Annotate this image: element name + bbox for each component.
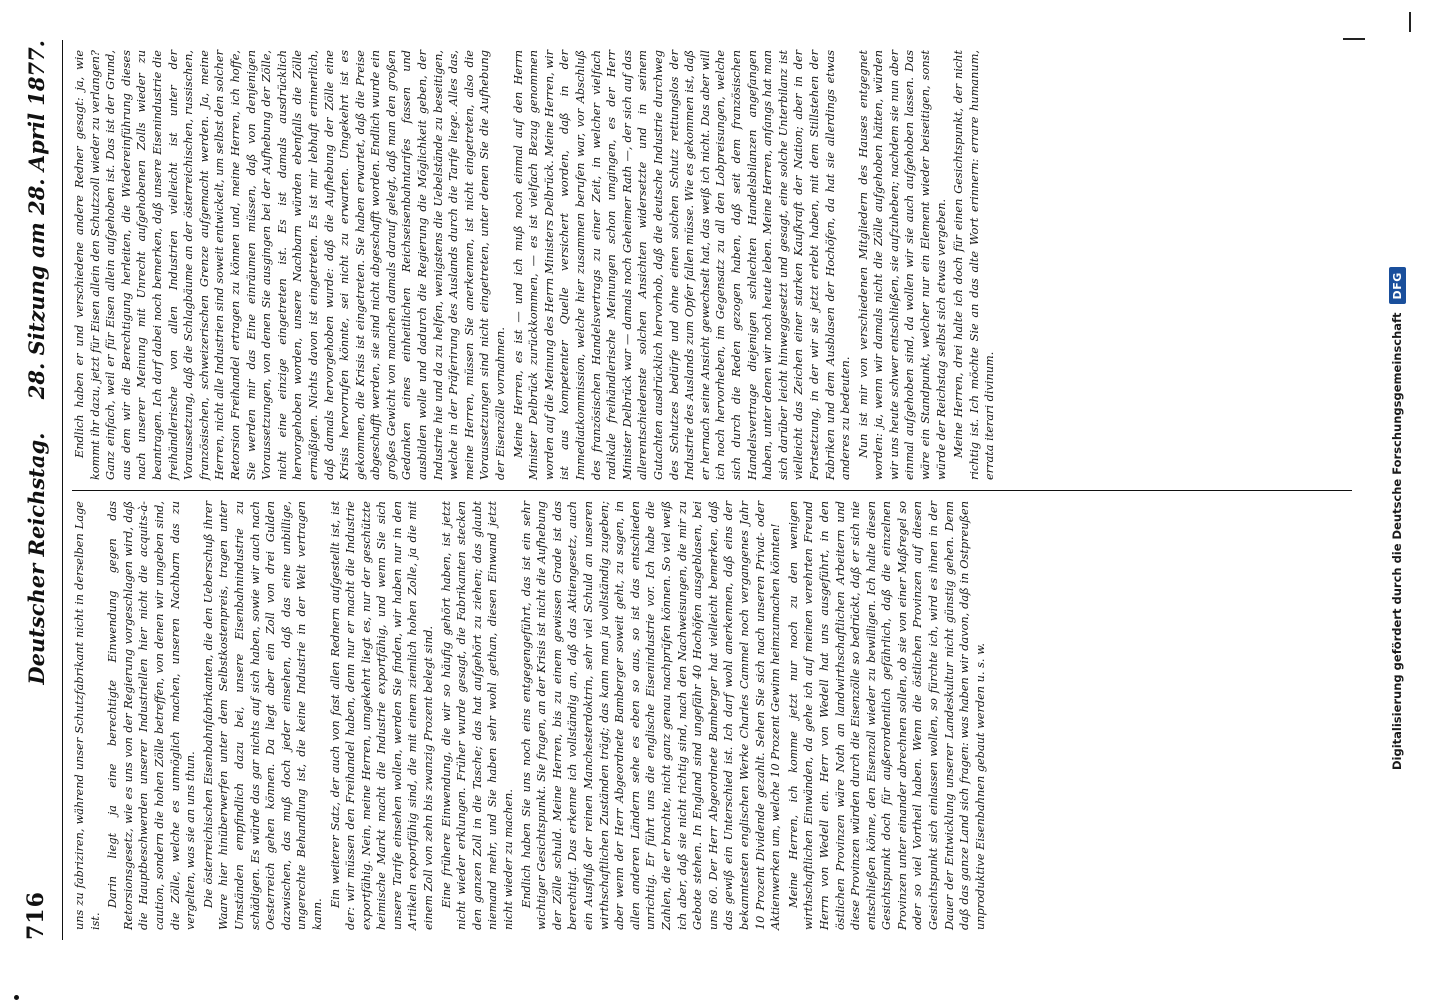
left-column	[72, 490, 1352, 940]
paragraph: Meine Herren, drei halte ich doch für einen Gesichtspunkt, der nicht richtig ist. Ich möchte Sie an das alte Wort erinnern: errare humanum, errata iterari divinum.	[952, 50, 997, 480]
right-column	[72, 40, 1352, 490]
dfg-logo: DFG	[1389, 267, 1406, 304]
scan-dot-mark	[14, 995, 19, 1000]
paragraph: Nun ist mir von verschiedenen Mitgliedern des Hauses entgegnet worden: ja, wenn wir damals nicht die Zölle aufgehoben hätten, würden wir uns heute schwer entschließen, sie aufzuheben; nachdem sie nun aber einmal aufgehoben sind, da wollen wir sie auch aufgehoben lassen. Das wäre ein Standpunkt, welcher nur ein Element wieder beiseitigen, sonst würde der Reichstag selbst sich etwas vergeben.	[856, 50, 948, 480]
page-header	[10, 40, 63, 940]
scan-edge-mark	[1343, 38, 1365, 40]
paragraph: Eine frühere Einwendung, die wir so häufig gehört haben, ist jetzt nicht wieder erklungen. Früher wurde gesagt, die Fabrikanten stecken den ganzen Zoll in die Tasche; das hat aufgehört zu ziehen; das glaubt niemand mehr, und Sie haben sehr wohl gethan, diesen Einwand jetzt nicht wieder zu machen.	[439, 501, 516, 930]
paragraph: Endlich haben er und verschiedene andere Redner gesagt: ja, wie kommt ihr dazu, jetzt für Eisen allein den Schutzzoll wieder zu verlangen? Ganz einfach, weil er für Eisen allein aufgehoben ist. Das ist der Grund, aus dem wir die Berechtigung herleiten, die Wiedereinführung dieses nach unserer Meinung mit Unrecht aufgehobenen Zolls wieder zu beantragen. Ich darf dabei noch bemerken, daß unsere Eisenindustrie die freihändlerische von allen Industrien vielleicht ist unter der Voraussetzung, daß die Schlagbäume an der österreichischen, russischen, französischen, schweizerischen Grenze aufgemacht werden. Ja, meine Herren, nicht alle Industrien sind soweit entwickelt, um selbst den solcher Retorsion Freihandel ertragen zu können und, meine Herren, ich hoffe, Sie werden mir das Eine einräumen müssen, daß von denjenigen Voraussetzungen, von denen Sie ausgingen bei der Aufhebung der Zölle, nicht eine einzige eingetreten ist. Es ist damals ausdrücklich hervorgehoben worden, unsere Nachbarn würden ebenfalls die Zölle ermäßigen. Nichts davon ist eingetreten. Es ist mir lebhaft erinnerlich, daß damals hervorgehoben wurde: daß die Aufhebung der Zölle eine Krisis hervorrufen könnte, sei nicht zu erwarten. Umgekehrt ist es gekommen, die Krisis ist eingetreten. Sie haben erwartet, daß die Preise abgeschafft werden, sie sind nicht abgeschafft worden. Endlich wurde ein großes Gewicht von manchen damals darauf gelegt, daß man den großen Gedanken eines einheitlichen Reichseisenbahntarifes fassen und ausbilden wolle und dadurch die Regierung die Möglichkeit geben, der Industrie hie und da zu helfen, wenigstens die Uebelstände zu beseitigen, welche in der Präferirung des Auslands durch die Tarife liege. Alles das, meine Herren, müssen Sie anerkennen, ist nicht eingetreten, also die Voraussetzungen sind nicht eingetreten, unter denen Sie die Aufhebung der Eisenzölle vornahmen.	[73, 50, 508, 480]
digitization-notice	[1382, 70, 1412, 770]
page-number: 716	[23, 891, 49, 940]
running-title	[24, 40, 49, 685]
paragraph: Endlich haben Sie uns noch eins entgegengeführt, das ist ein sehr wichtiger Gesichtspunkt. Sie fragen, an der Krisis ist nicht die Aufhebung der Zölle schuld. Meine Herren, bis zu einem gewissen Grade ist das berechtigt. Das erkenne ich vollständig an, daß das Aktiengesetz, auch ein Ausfluß der reinen Manchesterdoktrin, sehr viel Schuld an unseren wirthschaftlichen Zuständen trägt; das kann man ja vollständig zugeben; aber wenn der Herr Abgeordnete Bamberger soweit geht, zu sagen, in allen anderen Ländern sehe es eben so aus, so ist das entschieden unrichtig. Er führt uns die englische Eisenindustrie vor. Ich habe die Zahlen, die er brachte, nicht ganz genau nachprüfen können. So viel weiß ich aber, daß sie nicht richtig sind, nach den Nachweisungen, die mir zu Gebote stehen. In England sind ungefähr 40 Hochöfen ausgeblasen, bei uns 60. Der Herr Abgeordnete Bamberger hat vielleicht bemerken, daß das gewiß ein Unterschied ist. Ich darf wohl anerkennen, daß eins der bekanntesten englischen Werke Charles Cammel noch vergangenes Jahr 10 Prozent Dividende gezahlt. Sehen Sie sich nach unseren Privat- oder Aktienwerken um, welche 10 Prozent Gewinn heimzumachen könnten!	[519, 501, 783, 930]
text-columns	[72, 40, 1352, 940]
paragraph: Meine Herren, es ist — und ich muß noch einmal auf den Herrn Minister Delbrück zurückkommen, — es ist vielfach Bezug genommen worden auf die Meinung des Herrn Ministers Delbrück. Meine Herren, wir ist aus kompetenter Quelle versichert worden, daß in der Immediatkommission, welche hier zusammen berufen war, vor Abschluß des französischen Handelsvertrags zu einer Zeit, in welcher vielfach radikale freihändlerische Meinungen schon umgingen, es der Herr Minister Delbrück war — damals noch Geheimer Rath —, der sich auf das allerentschiedenste solchen Ansichten widersetzte und in seinem Gutachten ausdrücklich hervorhob, daß die deutsche Industrie durchweg des Schutzes bedürfe und ohne einen solchen Schutz rettungslos der Industrie des Auslands zum Opfer fallen müsse. Wie es gekommen ist, daß er hernach seine Ansicht gewechselt hat, das weiß ich nicht. Das aber will ich noch hervorheben, im Gegensatz zu all den Lobpreisungen, welche sich durch die Reden gezogen haben, daß seit dem französischen Handelsvertrage diejenigen schlechten Handelsbilanzen angefangen haben, unter denen wir noch heute leben. Meine Herren, anfangs hat man sich darüber leicht hinweggesetzt und gesagt, eine solche Unterbilanz ist vielleicht das Zeichen einer starken Kaufkraft der Nation; aber in der Fortsetzung, in der wir sie jetzt erlebt haben, mit dem Stillstehen der Fabriken und dem Ausblasen der Hochöfen, da hat sie allerdings etwas anderes zu bedeuten.	[511, 50, 853, 480]
paragraph: Die österreichischen Eisenbahnfabrikanten, die den Ueberschuß ihrer Waare hier hinüberwerfen unter dem Selbstkostenpreis, tragen unter Umständen empfindlich dazu bei, unsere Eisenbahnindustrie zu schädigen. Es würde das gar nichts auf sich haben, sowie wir auch nach Oesterreich gehen können. Da liegt aber ein Zoll von drei Gulden dazwischen, das muß doch jeder einsehen, daß das eine unbillige, ungerechte Behandlung ist, die keine Industrie in der Welt vertragen kann.	[201, 501, 324, 930]
scan-edge-mark	[1409, 12, 1411, 32]
paragraph: uns zu fabriziren, während unser Schutzfabrikant nicht in derselben Lage ist.	[73, 501, 102, 930]
paragraph: Ein weiterer Satz, der auch von fast allen Rednern aufgestellt ist, ist der: wir müssen den Freihandel haben, denn nur er macht die Industrie exportfähig. Nein, meine Herren, umgekehrt liegt es, nur der geschützte heimische Markt macht die Industrie exportfähig, und wenn Sie sich unsere Tarife einsehen wollen, werden Sie finden, wir haben nur in den Artikeln exportfähig sind, die mit einem ziemlich hohen Zolle, ja die mit einem Zoll von zehn bis zwanzig Prozent belegt sind.	[328, 501, 436, 930]
paragraph: Meine Herren, ich komme jetzt nur noch zu den wenigen wirthschaftlichen Einwänden, da gehe ich auf meinen verehrten Freund Herrn von Wedell ein. Herr von Wedell hat uns ausgeführt, in den östlichen Provinzen wäre Noth an landwirthschaftlichen Arbeitern und diese Provinzen würden durch die Eisenzölle so bedrückt, daß er sich nie entschließen könne, den Eisenzoll wieder zu bewilligen. Ich halte diesen Gesichtspunkt doch für außerordentlich gefährlich, daß die einzelnen Provinzen unter einander abrechnen sollen, ob sie von einer Maßregel so oder so viel Vortheil haben. Wenn die östlichen Provinzen auf diesen Gesichtspunkt sich einlassen wollen, so fürchte ich, wird es ihnen in der Dauer der Entwicklung unserer Landeskultur nicht günstig gehen. Denn daß das ganze Land sich fragen: was haben wir davon, daß in Ostpreußen unproduktive Eisenbahnen gebaut werden u. s. w.	[786, 501, 987, 930]
session-title: 28. Sitzung am 28. April 1877.	[23, 40, 49, 400]
digitization-text: Digitalisierung gefördert durch die Deutsche Forschungsgemeinschaft	[1390, 312, 1404, 770]
publication-title: Deutscher Reichstag.	[23, 432, 49, 685]
title-separator	[25, 413, 49, 420]
paragraph: Darin liegt ja eine berechtigte Einwendung gegen das Retorsionsgesetz, wie es uns von der Regierung vorgeschlagen wird, daß die Hauptbeschwerden unserer Industriellen hier nicht die acquits-à-caution, sondern die hohen Zölle betreffen, von denen wir umgeben sind, die Zölle, welche es unmöglich machen, unseren Nachbarn das zu vergelten, was sie an uns thun.	[106, 501, 198, 930]
